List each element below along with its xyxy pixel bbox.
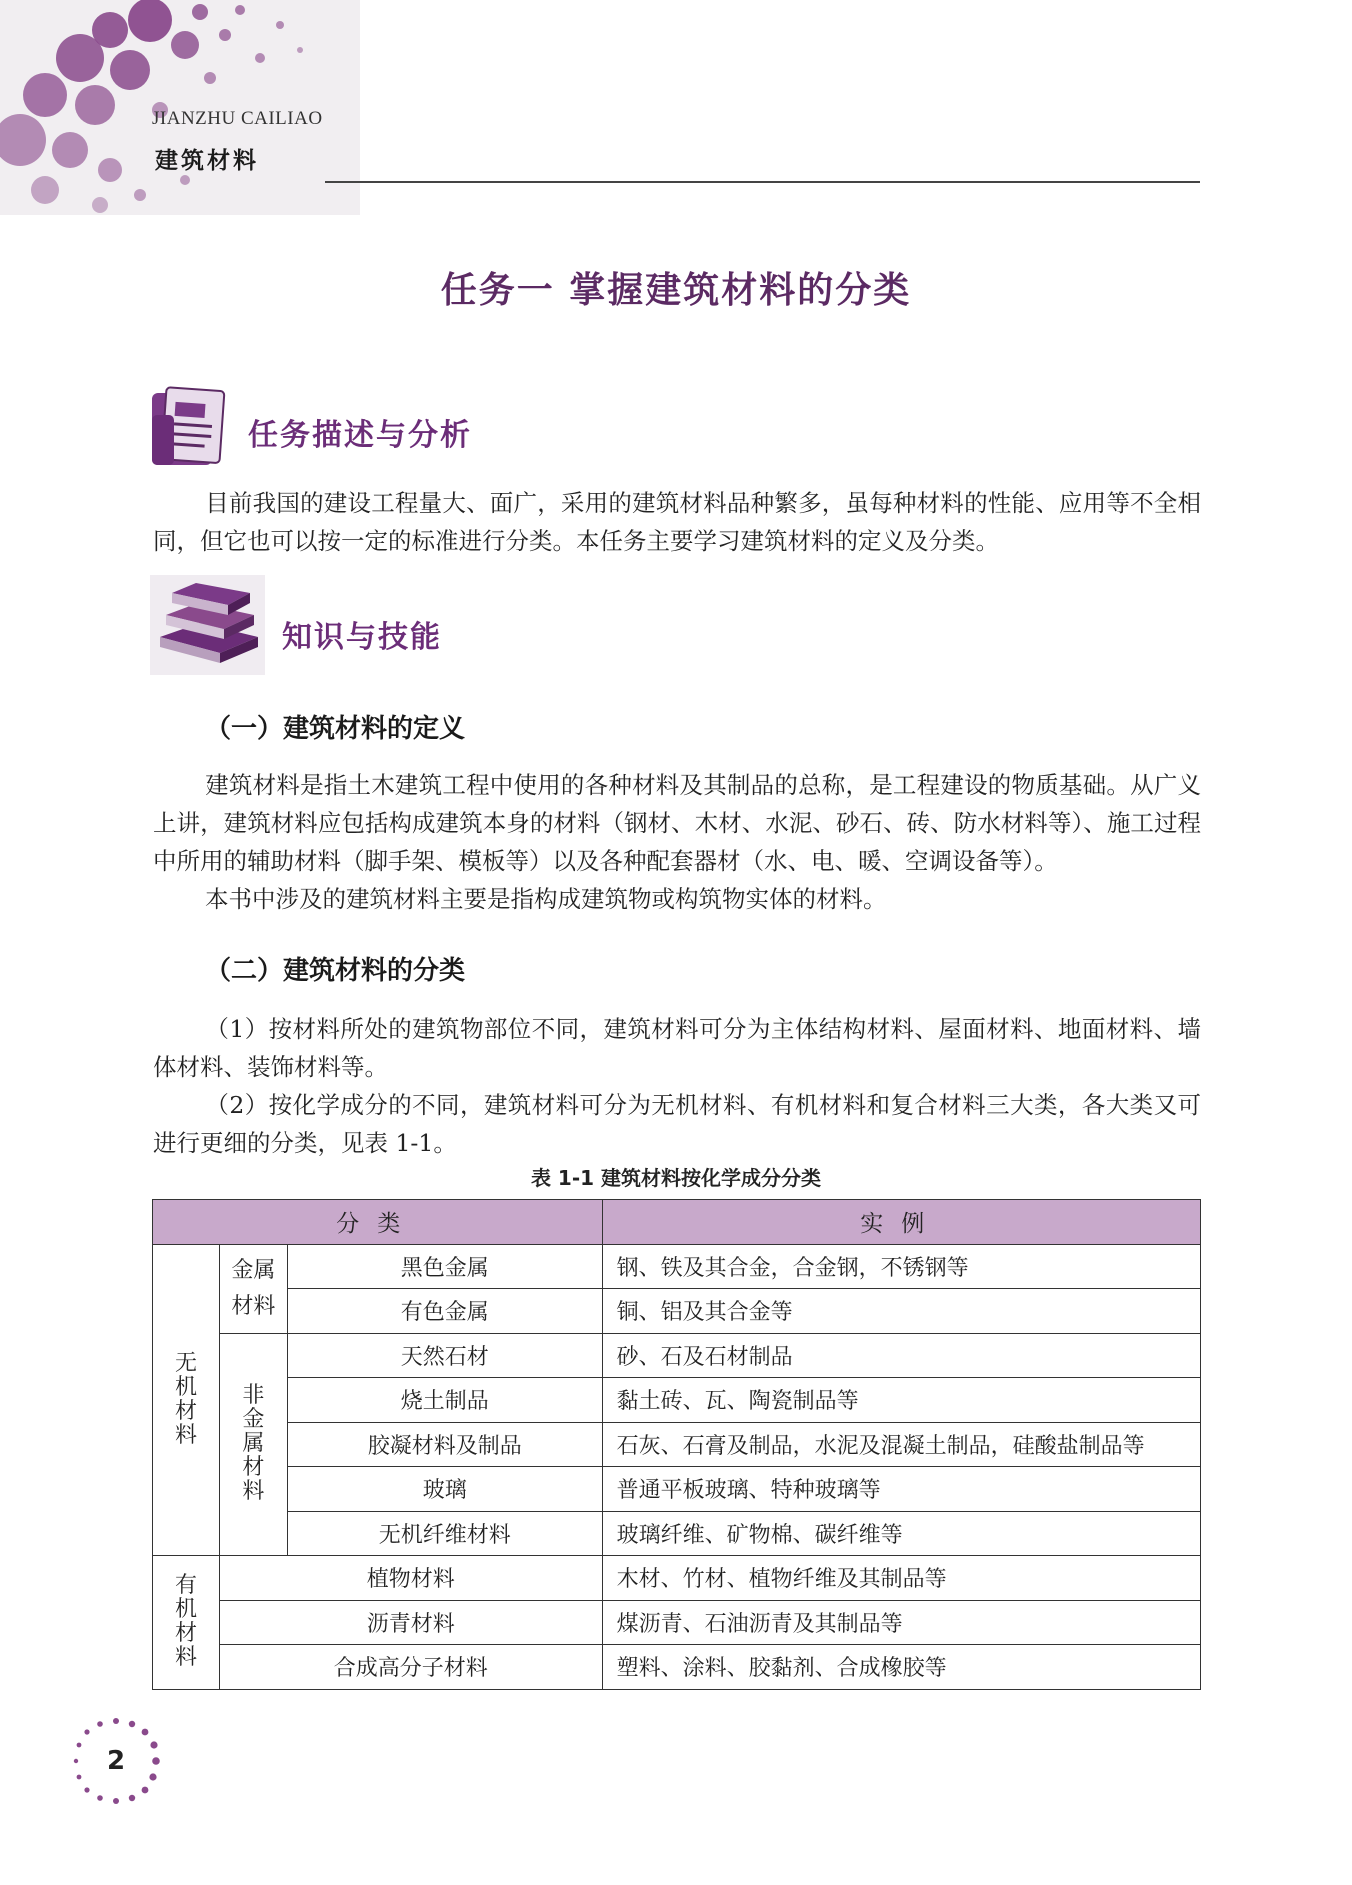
classification-table [152, 1199, 1201, 1690]
definition-text-1: 建筑材料是指土木建筑工程中使用的各种材料及其制品的总称，是工程建设的物质基础。从广义上讲，建筑材料应包括构成建筑本身的材料（钢材、木材、水泥、砂石、砖、防水材料等）、施工过程中所用的辅助材料（脚手架、模板等）以及各种配套器材（水、电、暖、空调设备等）。 [153, 771, 1201, 875]
table-row [153, 1333, 1201, 1378]
subsection-heading-definition: （一）建筑材料的定义 [205, 714, 466, 744]
metal-label: 金属材料 [231, 1257, 276, 1319]
row-name: 沥青材料 [219, 1600, 602, 1645]
row-name: 天然石材 [287, 1333, 602, 1378]
organic-group-cell [153, 1556, 220, 1690]
table-row [153, 1600, 1201, 1645]
nonmetal-label: 非金属材料 [242, 1383, 265, 1505]
row-example: 木材、竹材、植物纤维及其制品等 [602, 1556, 1200, 1601]
row-name: 黑色金属 [287, 1244, 602, 1289]
inorganic-group-cell [153, 1244, 220, 1556]
row-name: 无机纤维材料 [287, 1511, 602, 1556]
page-number: 2 [106, 1746, 126, 1776]
section-task-paragraph [153, 484, 1201, 560]
row-name: 有色金属 [287, 1289, 602, 1334]
classification-text-1: （1）按材料所处的建筑物部位不同，建筑材料可分为主体结构材料、屋面材料、地面材料、墙体材料、装饰材料等。 [153, 1015, 1201, 1081]
row-example: 塑料、涂料、胶黏剂、合成橡胶等 [602, 1645, 1200, 1690]
header-category: 分类 [153, 1200, 603, 1245]
row-example: 石灰、石膏及制品，水泥及混凝土制品，硅酸盐制品等 [602, 1422, 1200, 1467]
row-example: 黏土砖、瓦、陶瓷制品等 [602, 1378, 1200, 1423]
metal-group-cell [219, 1244, 287, 1333]
page-title: 任务一 掌握建筑材料的分类 [440, 270, 912, 311]
header-chinese: 建筑材料 [155, 148, 259, 174]
classification-text-2: （2）按化学成分的不同，建筑材料可分为无机材料、有机材料和复合材料三大类，各大类又可进行更细的分类，见表 1-1。 [153, 1091, 1201, 1157]
row-example: 铜、铝及其合金等 [602, 1289, 1200, 1334]
table-row [153, 1289, 1201, 1334]
table-row [153, 1244, 1201, 1289]
row-name: 胶凝材料及制品 [287, 1422, 602, 1467]
classification-paragraph-1 [153, 1010, 1201, 1086]
nonmetal-group-cell [219, 1333, 287, 1556]
row-example: 砂、石及石材制品 [602, 1333, 1200, 1378]
table-row [153, 1645, 1201, 1690]
row-example: 玻璃纤维、矿物棉、碳纤维等 [602, 1511, 1200, 1556]
document-folder-icon [150, 385, 230, 469]
row-example: 钢、铁及其合金，合金钢，不锈钢等 [602, 1244, 1200, 1289]
books-icon [150, 575, 265, 675]
inorganic-label: 无机材料 [174, 1350, 197, 1448]
section-heading-task: 任务描述与分析 [248, 418, 472, 453]
table-row [153, 1378, 1201, 1423]
table-caption: 表 1-1 建筑材料按化学成分分类 [530, 1166, 822, 1190]
table-row [153, 1422, 1201, 1467]
row-example: 煤沥青、石油沥青及其制品等 [602, 1600, 1200, 1645]
header-english: JIANZHU CAILIAO [152, 108, 323, 129]
definition-text-2: 本书中涉及的建筑材料主要是指构成建筑物或构筑物实体的材料。 [205, 885, 887, 913]
organic-label: 有机材料 [174, 1573, 197, 1671]
subsection-heading-classification: （二）建筑材料的分类 [205, 956, 466, 986]
classification-paragraph-2 [153, 1086, 1201, 1162]
definition-paragraph-1 [153, 766, 1201, 880]
row-example: 普通平板玻璃、特种玻璃等 [602, 1467, 1200, 1512]
table-row [153, 1511, 1201, 1556]
section-task-text: 目前我国的建设工程量大、面广，采用的建筑材料品种繁多，虽每种材料的性能、应用等不全相同，但它也可以按一定的标准进行分类。本任务主要学习建筑材料的定义及分类。 [153, 489, 1201, 555]
table-row [153, 1556, 1201, 1601]
row-name: 烧土制品 [287, 1378, 602, 1423]
table-header-row [153, 1200, 1201, 1245]
section-heading-knowledge: 知识与技能 [282, 620, 442, 655]
row-name: 玻璃 [287, 1467, 602, 1512]
row-name: 合成高分子材料 [219, 1645, 602, 1690]
definition-paragraph-2 [153, 880, 1201, 918]
page-number-badge [70, 1715, 162, 1807]
header-example: 实例 [602, 1200, 1200, 1245]
row-name: 植物材料 [219, 1556, 602, 1601]
header-rule [325, 181, 1200, 183]
table-row [153, 1467, 1201, 1512]
